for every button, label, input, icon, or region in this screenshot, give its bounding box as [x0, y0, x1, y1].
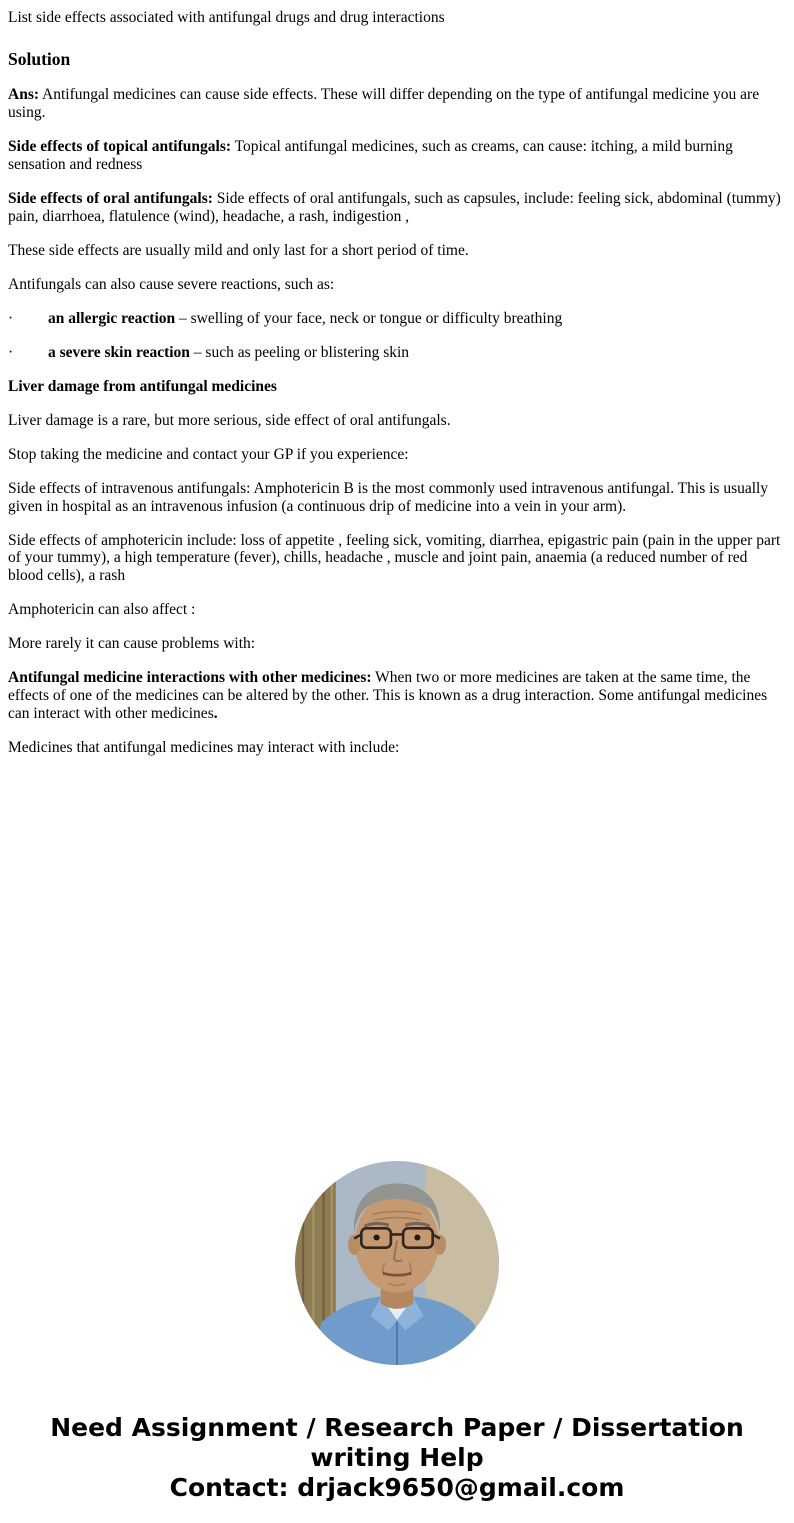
mild-paragraph: These side effects are usually mild and only last for a short period of time.: [8, 241, 469, 259]
oral-paragraph: [8, 190, 786, 226]
interact-intro-paragraph: Medicines that antifungal medicines may interact with include:: [8, 739, 400, 757]
liver-text-paragraph: Liver damage is a rare, but more serious, side effect of oral antifungals.: [8, 411, 451, 429]
solution-heading: Solution: [8, 48, 71, 69]
oral-text: Side effects of oral antifungals, such as capsules, include: feeling sick, abdominal (tummy) pain, diarrhoea, flatulence (wind), headache, a rash, indigestion ,: [8, 189, 781, 225]
answer-text: Antifungal medicines can cause side effects. These will differ depending on the type of antifungal medicine you are using.: [8, 85, 760, 121]
oral-label: Side effects of oral antifungals:: [8, 189, 213, 207]
interactions-paragraph: [8, 669, 786, 723]
amphotericin-effects-paragraph: Side effects of amphotericin include: loss of appetite , feeling sick, vomiting, diarrhea, epigastric pain (pain in the upper part of your tummy), a high temperature (fever), chills, headache , muscle and joint pain, anaemia (a reduced number of red blood cells), a rash: [8, 531, 781, 585]
bullet-skin-text: – such as peeling or blistering skin: [189, 343, 410, 361]
person-portrait-photo: [295, 1161, 499, 1365]
promo-help-line: Need Assignment / Research Paper / Dissertation writing Help: [50, 1413, 744, 1473]
promo-contact-line: Contact: drjack9650@gmail.com: [169, 1473, 625, 1503]
answer-label: Ans:: [8, 85, 40, 103]
bullet-allergic-text: – swelling of your face, neck or tongue or difficulty breathing: [175, 309, 563, 327]
document-content: [0, 9, 794, 757]
bullet-allergic-label: an allergic reaction: [48, 309, 176, 327]
answer-paragraph: [8, 86, 786, 122]
interactions-period: .: [213, 705, 218, 723]
amphotericin-affect-paragraph: Amphotericin can also affect :: [8, 601, 196, 619]
topical-label: Side effects of topical antifungals:: [8, 137, 232, 155]
vertical-spacer: [0, 773, 794, 1161]
question-line: List side effects associated with antifungal drugs and drug interactions: [8, 9, 445, 26]
interactions-text: When two or more medicines are taken at the same time, the effects of one of the medicines can be altered by the other. This is known as a drug interaction. Some antifungal medicines can interact with other medicines: [8, 669, 768, 723]
topical-text: Topical antifungal medicines, such as creams, can cause: itching, a mild burning sensation and redness: [8, 137, 733, 173]
severe-intro-paragraph: Antifungals can also cause severe reactions, such as:: [8, 275, 335, 293]
interactions-label: Antifungal medicine interactions with other medicines:: [8, 669, 372, 687]
promo-footer: [0, 1413, 794, 1503]
bullet-skin-label: a severe skin reaction: [48, 343, 190, 361]
bullet-dot-icon: ·: [8, 309, 14, 327]
liver-heading: Liver damage from antifungal medicines: [8, 377, 277, 395]
rarely-paragraph: More rarely it can cause problems with:: [8, 635, 256, 653]
bullet-allergic-reaction: [8, 310, 786, 328]
topical-paragraph: [8, 138, 786, 174]
gp-paragraph: Stop taking the medicine and contact your GP if you experience:: [8, 445, 409, 463]
bullet-skin-reaction: [8, 344, 786, 362]
tutor-avatar: [295, 1161, 499, 1365]
iv-paragraph: Side effects of intravenous antifungals: Amphotericin B is the most commonly used intravenous antifungal. This is usually given in hospital as an intravenous infusion (a continuous drip of medicine into a vein in your arm).: [8, 479, 769, 515]
bullet-dot-icon: ·: [8, 343, 14, 361]
